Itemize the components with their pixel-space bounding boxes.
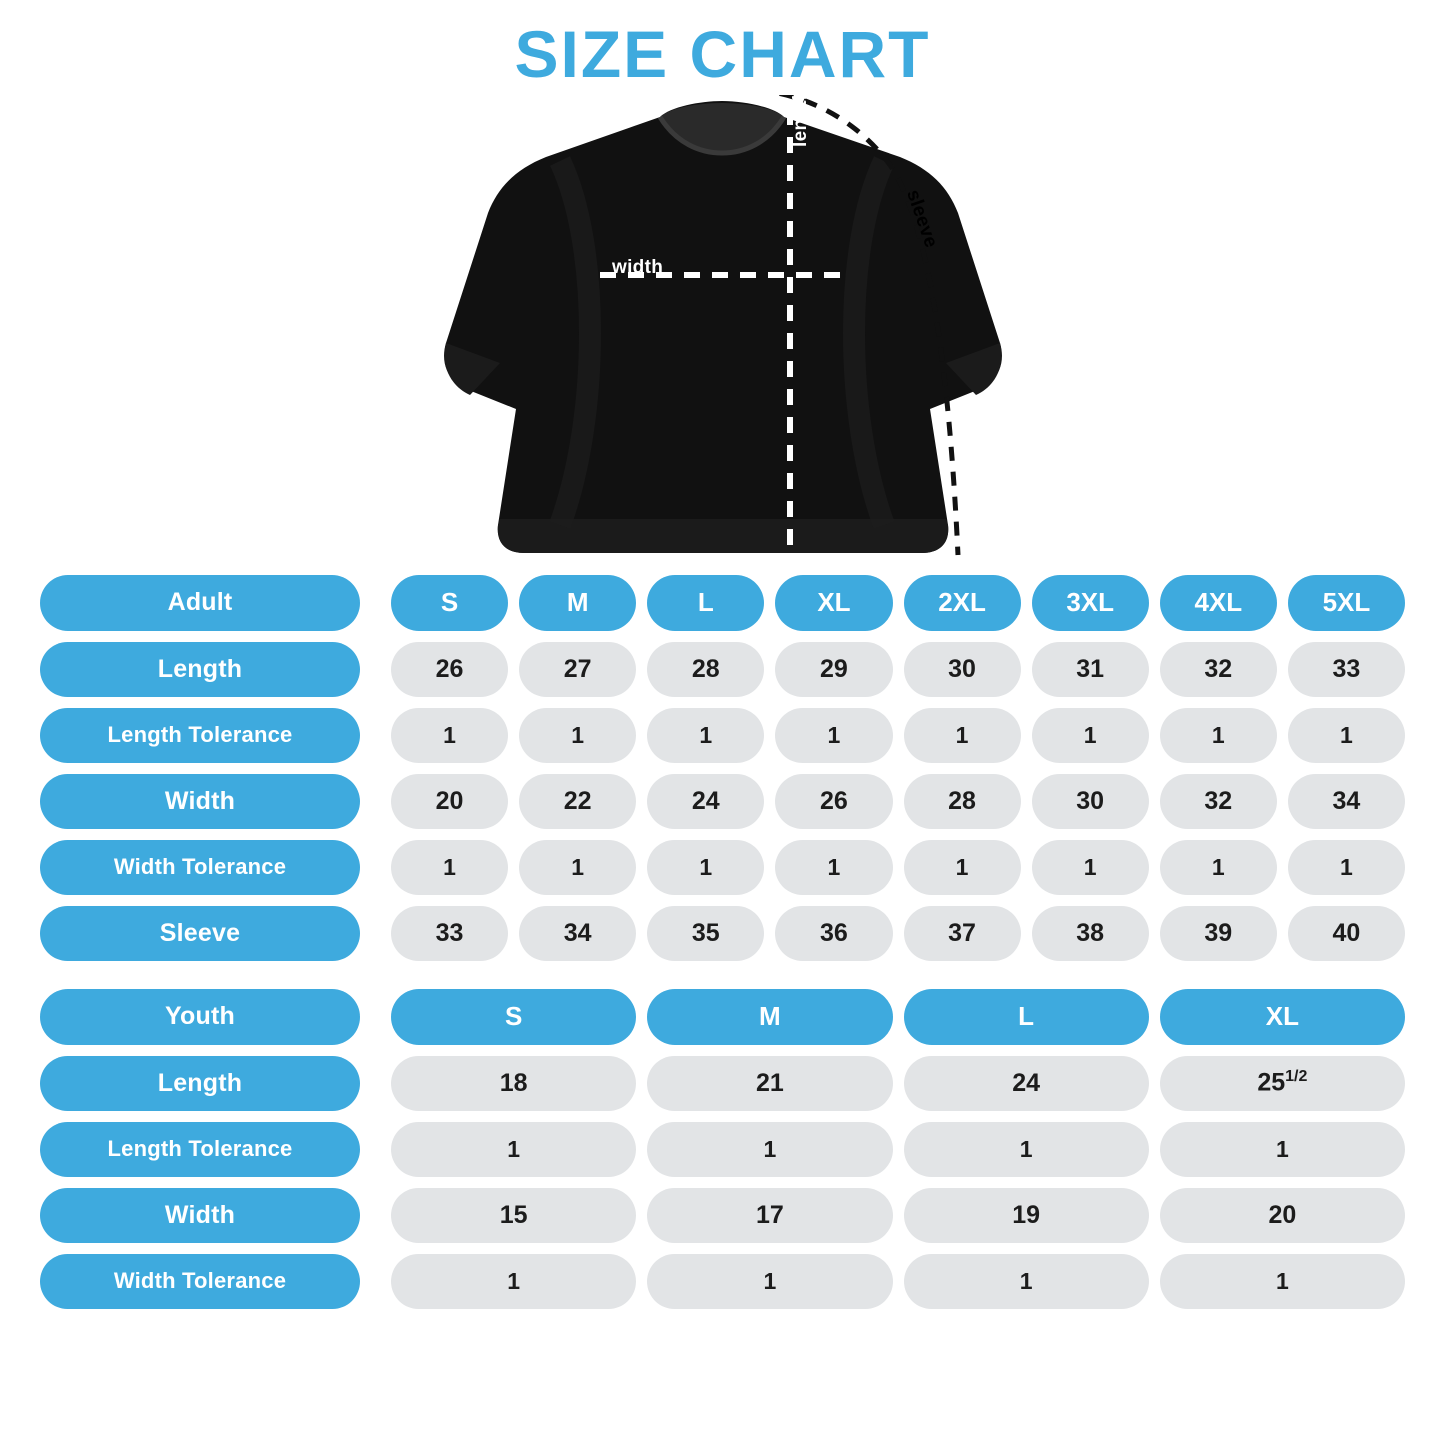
- table-row-header: [40, 575, 1405, 631]
- row-label-adult: Adult: [40, 575, 360, 631]
- table-row: [40, 708, 1405, 763]
- column-header-5xl: 5XL: [1288, 575, 1405, 631]
- cell-value: 1: [519, 840, 636, 895]
- cell-value: 1: [647, 1254, 892, 1309]
- cell-value: 38: [1032, 906, 1149, 961]
- cell-value: 19: [904, 1188, 1149, 1243]
- row-label-length-tolerance: Length Tolerance: [40, 708, 360, 763]
- cell-value: 1: [775, 840, 892, 895]
- cell-value: 34: [519, 906, 636, 961]
- cell-value: 1: [391, 840, 508, 895]
- label-sleeve: sleeve: [902, 186, 942, 251]
- cell-value: [1160, 1056, 1405, 1111]
- cell-value: 1: [1288, 708, 1405, 763]
- cell-value: 20: [1160, 1188, 1405, 1243]
- cell-value: 24: [904, 1056, 1149, 1111]
- cell-value: 32: [1160, 774, 1277, 829]
- cell-value: 33: [1288, 642, 1405, 697]
- column-header-s: S: [391, 575, 508, 631]
- cell-value: 1: [647, 708, 764, 763]
- cell-value: 1: [904, 840, 1021, 895]
- cell-value: 1: [1160, 840, 1277, 895]
- cell-value: 1: [1160, 1254, 1405, 1309]
- cell-value: 30: [1032, 774, 1149, 829]
- column-header-l: L: [647, 575, 764, 631]
- cell-value: 1: [391, 1122, 636, 1177]
- cell-value: 34: [1288, 774, 1405, 829]
- row-label-width-tolerance: Width Tolerance: [40, 840, 360, 895]
- cell-value: 1: [1160, 1122, 1405, 1177]
- cell-value: 37: [904, 906, 1021, 961]
- column-header-l: L: [904, 989, 1149, 1045]
- row-label-width: Width: [40, 1188, 360, 1243]
- cell-value: 36: [775, 906, 892, 961]
- cell-value: 17: [647, 1188, 892, 1243]
- cell-value: 1: [519, 708, 636, 763]
- column-header-3xl: 3XL: [1032, 575, 1149, 631]
- page-title: SIZE CHART: [514, 17, 931, 91]
- sweatshirt-graphic: [0, 95, 1445, 575]
- cell-value: 28: [647, 642, 764, 697]
- table-row: [40, 1056, 1405, 1111]
- table-row-header: [40, 989, 1405, 1045]
- cell-value: 1: [1032, 840, 1149, 895]
- row-label-sleeve: Sleeve: [40, 906, 360, 961]
- cell-value: 28: [904, 774, 1021, 829]
- cell-value: 18: [391, 1056, 636, 1111]
- cell-value: 1: [904, 1122, 1149, 1177]
- row-label-length-tolerance: Length Tolerance: [40, 1122, 360, 1177]
- label-width: width: [612, 256, 664, 278]
- cell-value: 21: [647, 1056, 892, 1111]
- row-label-width: Width: [40, 774, 360, 829]
- cell-value: 32: [1160, 642, 1277, 697]
- garment-illustration: [0, 87, 1445, 575]
- table-row: [40, 1254, 1405, 1309]
- cell-value: 33: [391, 906, 508, 961]
- adult-size-table: [0, 575, 1445, 961]
- cell-value: 24: [647, 774, 764, 829]
- cell-value: 31: [1032, 642, 1149, 697]
- cell-value: 29: [775, 642, 892, 697]
- cell-value: 1: [1160, 708, 1277, 763]
- column-header-2xl: 2XL: [904, 575, 1021, 631]
- cell-value: 26: [775, 774, 892, 829]
- cell-value: 20: [391, 774, 508, 829]
- row-label-youth: Youth: [40, 989, 360, 1045]
- row-label-length: Length: [40, 642, 360, 697]
- column-header-m: M: [647, 989, 892, 1045]
- cell-value: 22: [519, 774, 636, 829]
- youth-size-table: [0, 989, 1445, 1309]
- table-row: [40, 642, 1405, 697]
- column-header-4xl: 4XL: [1160, 575, 1277, 631]
- cell-value: 39: [1160, 906, 1277, 961]
- cell-value: 26: [391, 642, 508, 697]
- column-header-xl: XL: [775, 575, 892, 631]
- cell-value: 1: [647, 1122, 892, 1177]
- table-row: [40, 906, 1405, 961]
- table-row: [40, 774, 1405, 829]
- cell-value: 1: [1032, 708, 1149, 763]
- cell-value: 1: [904, 708, 1021, 763]
- cell-value: 27: [519, 642, 636, 697]
- cell-value-fraction: $25^{1/2}$: [1257, 1068, 1308, 1097]
- cell-value: 1: [775, 708, 892, 763]
- column-header-m: M: [519, 575, 636, 631]
- cell-value: 30: [904, 642, 1021, 697]
- row-label-width-tolerance: Width Tolerance: [40, 1254, 360, 1309]
- label-length: length: [790, 87, 811, 147]
- table-row: [40, 1188, 1405, 1243]
- table-row: [40, 1122, 1405, 1177]
- table-row: [40, 840, 1405, 895]
- cell-value: 35: [647, 906, 764, 961]
- column-header-xl: XL: [1160, 989, 1405, 1045]
- cell-value: 1: [391, 1254, 636, 1309]
- cell-value: 1: [904, 1254, 1149, 1309]
- cell-value: 15: [391, 1188, 636, 1243]
- column-header-s: S: [391, 989, 636, 1045]
- cell-value: 1: [647, 840, 764, 895]
- cell-value: 1: [1288, 840, 1405, 895]
- row-label-length: Length: [40, 1056, 360, 1111]
- cell-value: 1: [391, 708, 508, 763]
- cell-value: 40: [1288, 906, 1405, 961]
